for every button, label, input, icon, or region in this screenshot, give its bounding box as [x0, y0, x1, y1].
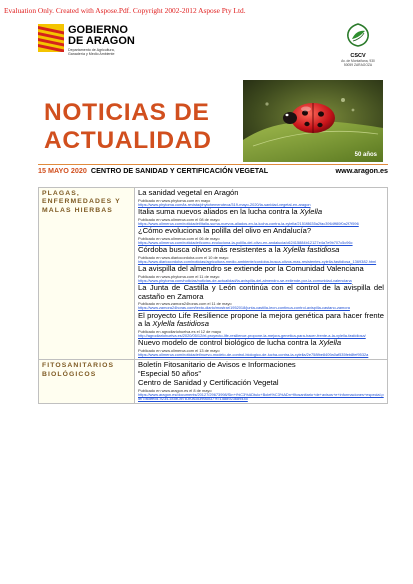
- news-items-cell: [135, 360, 388, 404]
- news-title: [138, 284, 384, 301]
- cscv-name: CSCV: [350, 53, 366, 59]
- news-link[interactable]: http://agrodiariohuelva.es/2020/05/12/el-proyecto-life-resilience-propone-la-mejora-genetica-para-hacer-frente-a-la-xylella-fastidiosa/: [138, 333, 366, 339]
- news-title-emphasis: Xylella fastidiosa: [152, 319, 209, 329]
- section-row-plagas: [39, 188, 388, 360]
- news-link[interactable]: https://www.olimerca.com/noticiadet/como-evoluciona-la-polilla-del-olivo-en-andalucia/c62415884b12127e4a7e9b707c5c96c: [138, 239, 353, 245]
- news-title: [138, 189, 384, 198]
- category-label: FITOSANITARIOS BIOLÓGICOS: [42, 362, 115, 378]
- news-link[interactable]: https://www.olimerca.com/noticiadet/nuevo-modelo-de-control-biologico-de-lucha-contra-la-xylella/2e758fbe8409a0af535feb8fef9532a: [138, 352, 369, 358]
- center-name: CENTRO DE SANIDAD Y CERTIFICACIÓN VEGETAL: [90, 166, 269, 175]
- evaluation-watermark: Evaluation Only. Created with Aspose.Pdf. Copyright 2002-2012 Aspose Pty Ltd.: [4, 6, 246, 15]
- website-label: www.aragon.es: [335, 166, 388, 175]
- news-published: Publicado en www.phytoma.com el 11 de mayo: [138, 273, 220, 279]
- news-published: Publicado en agrodiariohuelva.es el 12 de mayo: [138, 329, 222, 335]
- news-published: Publicado en www.olimerca.com el 13 de mayo: [138, 348, 220, 354]
- news-title: [138, 265, 384, 274]
- news-item: [138, 339, 384, 357]
- news-title-text: La Junta de Castilla y León continúa con el control de la avispilla del castaño en Zamora: [138, 283, 384, 301]
- category-cell: [39, 360, 135, 404]
- news-item: [138, 284, 384, 311]
- news-title-emphasis: Xylella: [299, 207, 323, 216]
- gov-department-line-1: Departamento de Agricultura,: [68, 48, 115, 52]
- news-title: [138, 312, 384, 329]
- cscv-logo: [328, 22, 388, 74]
- news-title-emphasis: Xylella fastidiosa: [282, 245, 340, 254]
- gov-department: [68, 48, 115, 57]
- news-item: [138, 265, 384, 283]
- news-title-text: Nuevo modelo de control biológico de lucha contra la: [138, 338, 319, 348]
- news-published: Publicado en www.olimerca.com el 06 de mayo: [138, 235, 220, 241]
- news-published: Publicado en www.aragon.es el 8 de mayo: [138, 387, 212, 393]
- page-title-line-1: NOTICIAS DE: [44, 99, 210, 126]
- category-label: PLAGAS, ENFERMEDADES Y MALAS HIERBAS: [42, 190, 121, 214]
- news-title-text: El proyecto Life Resilience propone la mejora genética para hacer frente a la: [138, 310, 384, 329]
- news-published: Publicado en www.olimerca.com el 08 de mayo: [138, 216, 220, 222]
- news-title-text: ¿Cómo evoluciona la polilla del olivo en Andalucía?: [138, 226, 312, 235]
- news-title: [138, 227, 384, 236]
- news-title-line: Centro de Sanidad y Certificación Vegetal: [138, 377, 279, 387]
- news-title: [138, 339, 384, 348]
- news-table: [38, 187, 388, 404]
- news-item: [138, 312, 384, 339]
- news-published: Publicado en www.zamora24horas.com el 11 de mayo: [138, 301, 232, 307]
- news-published: Publicado en www.diariocordoba.com el 10 de mayo: [138, 254, 229, 260]
- news-item: [138, 208, 384, 226]
- date-bar: [38, 166, 388, 177]
- aragon-flag-icon: [38, 24, 64, 52]
- news-item: [138, 227, 384, 245]
- news-title-text: Córdoba busca olivos más resistentes a la: [138, 245, 283, 254]
- cscv-address-line-2: 50059 ZARAGOZA: [343, 63, 373, 67]
- news-title-line: “Especial 50 años”: [138, 369, 201, 379]
- news-link[interactable]: https://www.aragon.es/documents/20127/29673998/Sin+t%C3%ADtulo+Bolet%C3%ADn+fitosanitario+de+avisos+e+informaciones+especial.pdf/7d6dfecd-9234-c45b-8f78-b0a353966d37?t=1588923689445: [138, 391, 384, 401]
- header-divider: [38, 164, 388, 165]
- anniversary-badge: 50 años: [354, 152, 377, 158]
- header-photo: [243, 80, 383, 162]
- page-title: [44, 99, 244, 155]
- news-link[interactable]: https://www.phytoma.com/la-revista/phytohemeroteca/319-mayo-2020/la-sanidad-vegetal-en-aragon: [138, 201, 311, 207]
- news-published: Publicado en www.phytoma.com en mayo: [138, 197, 211, 203]
- news-link[interactable]: https://www.olimerca.com/noticiadet/italia-suma-nuevos-aliados-en-la-lucha-contra-la-xylella/2151f8635a2fac3964ff80f0a2f7f596: [138, 220, 359, 226]
- news-title-line: Boletín Fitosanitario de Avisos e Informaciones: [138, 360, 296, 370]
- news-link[interactable]: https://www.diariocordoba.com/noticias/agricultura-medio-ambiente/cordoba-busca-olivos-mas-resistentes-xylella-fastidiosa_1369382.html: [138, 258, 377, 264]
- gov-title-line-1: GOBIERNO: [68, 24, 128, 36]
- news-title: [138, 208, 384, 217]
- news-item: [138, 189, 384, 207]
- cscv-address-line-1: Av. de Montañana, 930: [341, 59, 375, 63]
- news-title-text: La avispilla del almendro se extiende por la Comunidad Valenciana: [138, 264, 364, 273]
- news-link[interactable]: https://www.phytoma.com/noticias/noticias-de-actualidad/la-avispilla-del-almendro-se-extiende-por-la-comunidad-valenciana: [138, 277, 352, 283]
- gov-department-line-2: Ganadería y Medio Ambiente: [68, 52, 115, 57]
- page-title-line-2: ACTUALIDAD: [44, 127, 212, 154]
- news-title-text: La sanidad vegetal en Aragón: [138, 188, 239, 197]
- news-title: [138, 246, 384, 255]
- gov-title: [68, 25, 135, 46]
- gobierno-aragon-logo: [38, 24, 188, 60]
- ladybug-on-leaf-photo: [243, 80, 383, 162]
- news-title-emphasis: Xylella: [318, 338, 342, 348]
- news-item: [138, 361, 384, 401]
- issue-date: 15 MAYO 2020: [38, 166, 87, 175]
- news-title-text: Italia suma nuevos aliados en la lucha contra la: [138, 207, 300, 216]
- news-item: [138, 246, 384, 264]
- category-cell: [39, 188, 135, 360]
- news-items-cell: [135, 188, 388, 360]
- gov-title-line-2: DE ARAGON: [68, 34, 135, 47]
- section-row-fitosanitarios: [39, 360, 388, 404]
- cscv-emblem-icon: [343, 22, 373, 48]
- news-link[interactable]: https://www.zamora24horas.com/texto-diario/mostrar/1952018/junta-castilla-leon-continua-control-avispilla-castano-zamora: [138, 305, 350, 311]
